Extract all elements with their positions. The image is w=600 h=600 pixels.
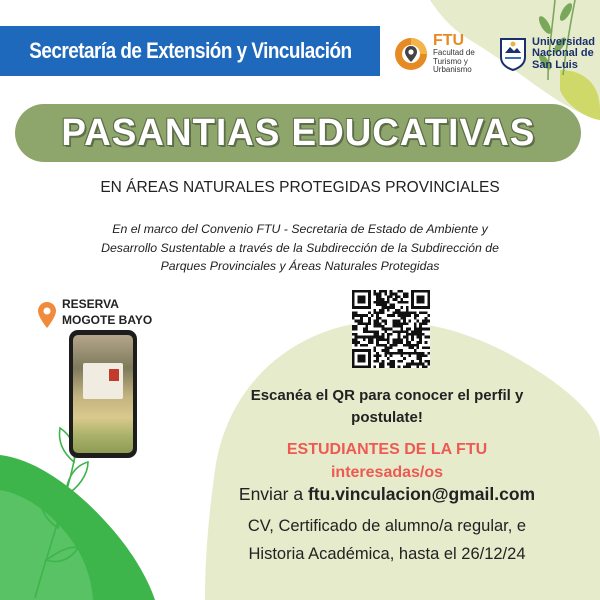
ftu-logo-mark	[394, 37, 428, 71]
phone-mockup	[69, 330, 137, 458]
header-title: Secretaría de Extensión y Vinculación	[28, 38, 352, 63]
ftu-logo	[394, 32, 498, 76]
ftu-name-line: Urbanismo	[433, 65, 472, 75]
unsl-shield-icon	[500, 37, 526, 71]
ftu-name-line: Turismo y	[433, 56, 468, 66]
requirements-line: Historia Académica, hasta el 26/12/24	[248, 545, 526, 563]
phone-screen-accent	[109, 369, 119, 381]
unsl-logo	[500, 32, 600, 76]
contact-line	[212, 484, 562, 505]
title-banner	[15, 104, 581, 162]
students-line: interesadas/os	[330, 464, 444, 481]
location-line: RESERVA	[62, 297, 119, 311]
ftu-acronym: FTU	[433, 32, 465, 50]
scan-line: Escanéa el QR para conocer el perfil y	[250, 387, 524, 404]
unsl-name-line: Nacional de	[532, 47, 594, 60]
requirements	[212, 512, 562, 568]
ftu-name-line: Facultad de	[433, 48, 475, 58]
qr-code-icon[interactable]	[352, 290, 430, 368]
subtitle: EN ÁREAS NATURALES PROTEGIDAS PROVINCIALES	[100, 179, 500, 196]
description	[40, 220, 560, 276]
location-label	[62, 296, 152, 328]
scan-instruction	[222, 385, 552, 429]
phone-screen-image	[73, 335, 133, 453]
unsl-name-line: Universidad	[532, 35, 595, 48]
scan-line: postulate!	[351, 409, 423, 426]
description-line: Parques Provinciales y Áreas Naturales Protegidas	[160, 259, 440, 273]
description-line: En el marco del Convenio FTU - Secretaria de Estado de Ambiente y	[112, 222, 488, 236]
description-line: Desarrollo Sustentable a través de la Subdirección de la Subdirección de	[101, 240, 499, 255]
main-title: PASANTIAS EDUCATIVAS	[60, 111, 536, 154]
map-pin-icon	[38, 302, 56, 328]
location-line: MOGOTE BAYO	[62, 313, 153, 327]
header-banner	[0, 26, 380, 76]
requirements-line: CV, Certificado de alumno/a regular, e	[247, 517, 527, 535]
students-callout	[222, 438, 552, 484]
unsl-name-line: San Luis	[532, 58, 578, 71]
students-line: ESTUDIANTES DE LA FTU	[286, 441, 488, 458]
contact-email[interactable]: ftu.vinculacion@gmail.com	[307, 484, 536, 504]
contact-prefix: Enviar a	[238, 484, 304, 504]
